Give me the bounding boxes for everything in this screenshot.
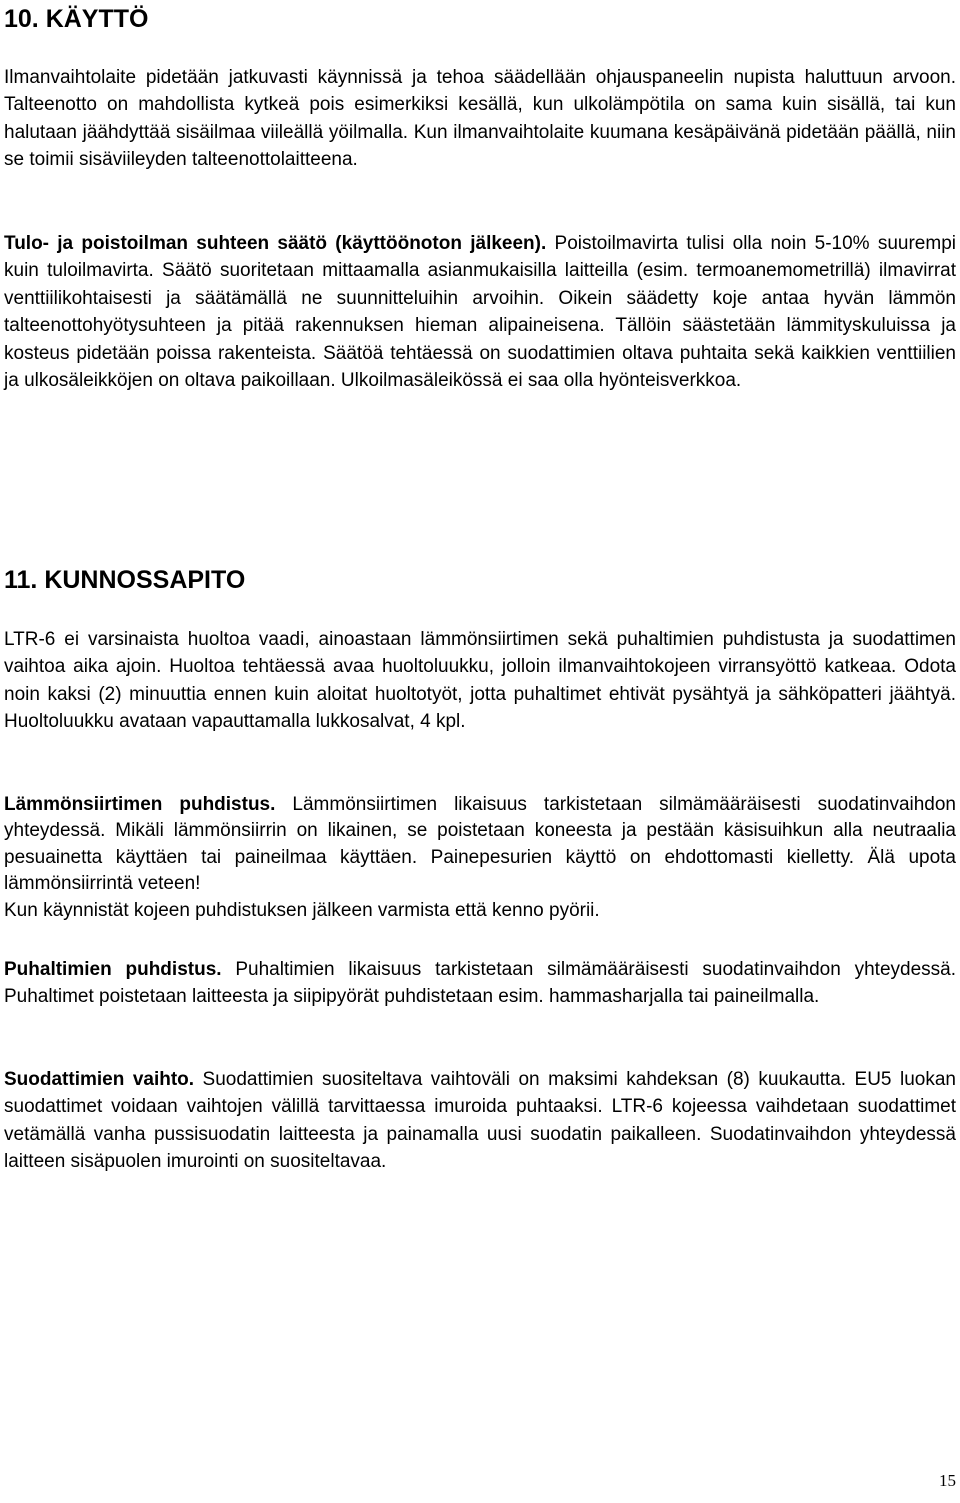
section-11-paragraph-2-extra: Kun käynnistät kojeen puhdistuksen jälkeen varmista että kenno pyörii. xyxy=(4,899,600,921)
section-10-paragraph-2-lead: Tulo- ja poistoilman suhteen säätö (käyttöönoton jälkeen). xyxy=(4,233,547,254)
section-11-heading: 11. KUNNOSSAPITO xyxy=(4,566,246,594)
section-11-paragraph-3-text: Puhaltimien likaisuus tarkistetaan silmämääräisesti suodatinvaihdon yhteydessä. Puhaltimet poistetaan laitteesta ja siipipyörät puhdistetaan esim. hammasharjalla tai paineilmalla. xyxy=(4,959,957,1008)
section-10-paragraph-1: Ilmanvaihtolaite pidetään jatkuvasti käynnissä ja tehoa säädellään ohjauspaneelin nupista haluttuun arvoon. Talteenotto on mahdollista kytkeä pois esimerkiksi kesällä, kun ulkolämpötila on sama kuin sisällä, tai kun halutaan jäähdyttää sisäilmaa viileällä yöilmalla. Kun ilmanvaihtolaite kuumana kesäpäivänä pidetään päällä, niin se toimii sisäviileyden talteenottolaitteena. xyxy=(4,67,956,171)
section-10-paragraph-2 xyxy=(4,230,956,394)
section-11-paragraph-3 xyxy=(4,956,956,1011)
section-10-heading: 10. KÄYTTÖ xyxy=(4,5,149,33)
section-11-paragraph-4-lead: Suodattimien vaihto. xyxy=(4,1069,195,1090)
section-11-paragraph-4 xyxy=(4,1066,956,1176)
section-11-paragraph-2-lead: Lämmönsiirtimen puhdistus. xyxy=(4,794,276,815)
section-11-paragraph-4-text: Suodattimien suositeltava vaihtoväli on maksimi kahdeksan (8) kuukautta. EU5 luokan suodattimet voidaan vaihtojen välillä tarvittaessa imuroida puhtaaksi. LTR-6 kojeessa vaihdetaan suodattimet vetämällä vanha pussisuodatin laitteesta ja painamalla uusi suodatin paikalleen. Suodatinvaihdon yhteydessä laitteen sisäpuolen imurointi on suositeltavaa. xyxy=(4,1069,956,1173)
section-11-paragraph-2 xyxy=(4,792,956,924)
page-number: 15 xyxy=(939,1471,956,1490)
section-11-paragraph-3-lead: Puhaltimien puhdistus. xyxy=(4,959,222,980)
section-10-paragraph-2-text: Poistoilmavirta tulisi olla noin 5-10% suurempi kuin tuloilmavirta. Säätö suoritetaan mittaamalla asianmukaisilla laitteilla (esim. termoanemometrillä) ilmavirrat venttiilikohtaisesti ja säätämällä ne suunnitteluihin arvoihin. Oikein säädetty koje antaa hyvän lämmön talteenottohyötysuhteen ja pitää rakennuksen hieman alipaineisena. Tällöin säästetään lämmityskuluissa ja kosteus pidetään poissa rakenteista. Säätöä tehtäessä on suodattimien oltava puhtaita sekä kaikkien venttiilien ja ulkosäleikköjen on oltava paikoillaan. Ulkoilmasäleikössä ei saa olla hyönteisverkkoa. xyxy=(4,233,956,392)
section-11-paragraph-2-text: Lämmönsiirtimen likaisuus tarkistetaan silmämääräisesti suodatinvaihdon yhteydessä. Mikäli lämmönsiirrin on likainen, se poistetaan koneesta ja pestään käsisuihkun alla neutraalia pesuainetta käyttäen tai paineilmaa käyttäen. Painepesurien käyttö on ehdottomasti kielletty. Älä upota lämmönsiirrintä veteen! xyxy=(4,794,957,895)
section-11-paragraph-1: LTR-6 ei varsinaista huoltoa vaadi, ainoastaan lämmönsiirtimen sekä puhaltimien puhdistusta ja suodattimen vaihtoa aika ajoin. Huoltoa tehtäessä avaa huoltoluukku, jolloin ilmanvaihtokojeen virransyöttö katkeaa. Odota noin kaksi (2) minuuttia ennen kuin aloitat huoltotyöt, jotta puhaltimet ehtivät pysähtyä ja sähköpatteri jäähtyä. Huoltoluukku avataan vapauttamalla lukkosalvat, 4 kpl. xyxy=(4,629,956,733)
